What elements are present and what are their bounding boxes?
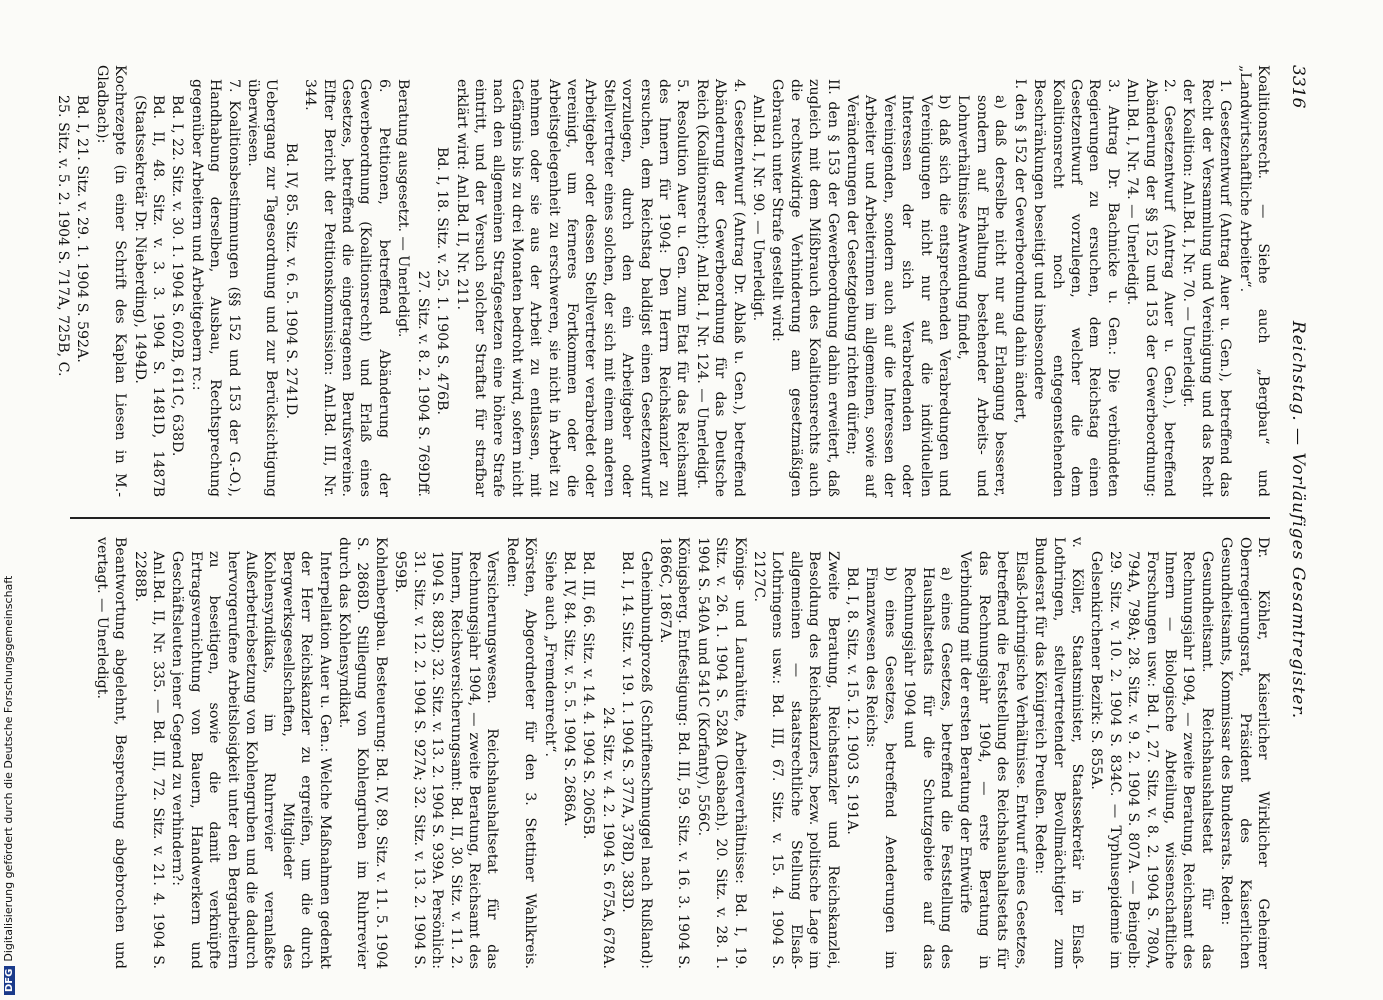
register-entry: a) daß derselbe nicht nur auf Erlangung besserer, sondern auf Erhaltung bestehender Arbeits- und Lohnverhältnisse Anwendung findet, — [955, 95, 1009, 497]
register-entry: 3. Antrag Dr. Bachnicke u. Gen.: Die verbündeten Regierungen zu ersuchen, dem Reichstag einen Gesetzentwurf vorzulegen, welcher die dem Koalitionsrecht noch entgegenstehenden Beschränkungen beseitigt und insbesondere — [1031, 79, 1121, 497]
register-entry: 7. Koalitionsbestimmungen (§§ 152 und 153 der G.-O.), Handhabung derselben, Ausbau, Rechtsprechung gegenüber Arbeitern und Arbeitgebern rc.: — [188, 79, 242, 497]
register-entry: 5. Resolution Auer u. Gen. zum Etat für das Reichsamt des Innern für 1904: Den Herrn Reichskanzler zu ersuchen, dem Reichstag baldigst einen Gesetzentwurf vorzulegen, durch den ein Arbeitgeber oder Stellvertreter eines solchen, der sich mit einem anderen Arbeitgeber oder dessen Stellvertreter verabredet oder vereinigt, um ferneres Fortkommen oder die Arbeitsgelegenheit zu erschweren, sie nicht in Arbeit zu nehmen oder sie aus der Arbeit zu entlassen, mit Gefängnis bis zu drei Monaten bedroht wird, sofern nicht nach den allgemeinen Strafgesetzen eine höhere Strafe eintritt, und der Versuch solcher Straftat für strafbar erklärt wird: Anl.Bd. II, Nr. 211. — [453, 79, 691, 497]
left-column — [53, 65, 1272, 497]
register-entry: 2. Gesetzentwurf (Antrag Auer u. Gen.), betreffend Abänderung der §§ 152 und 153 der Gewerbeordnung: Anl.Bd. I, Nr. 74. — Unerledigt. — [1124, 79, 1177, 497]
register-entry: Anl.Bd. II, Nr. 335. — Bd. III, 72. Sitz. v. 21. 4. 1904 S. 2288B. — [131, 551, 167, 969]
register-entry: Dr. Köhler, Kaiserlicher Wirklicher Geheimer Oberregierungsrat, Präsident des Kaiserlichen Gesundheitsamts, Kommissar des Bundesrats. Reden: — [1218, 537, 1271, 969]
rotated-register-page — [55, 65, 1310, 975]
register-entry: I. den § 152 der Gewerbeordnung dahin ändert, — [1011, 79, 1028, 424]
register-entry: Elsaß-lothringische Verhältnisse. Entwurf eines Gesetzes, betreffend die Feststellung des Reichshaushaltsetats für das Rechnungsjahr 1904, — erste Beratung in Verbindung mit der ersten Beratung der Entwürfe — [957, 551, 1029, 969]
page-number: 3316 — [1288, 65, 1308, 109]
register-entry: 1. Gesetzentwurf (Antrag Auer u. Gen.), betreffend das Recht der Versammlung und Vereinigung und das Recht der Koalition: Anl.Bd. I, Nr. 70. — Unerledigt. — [1180, 79, 1234, 497]
register-entry: Gesundheitsamt. Reichshaushaltsetat für das Rechnungsjahr 1904, — zweite Beratung, Reichsamt des Innern — Biologische Abteilung, wissenschaftliche Forschungen usw.: Bd. I, 27. Sitz. v. 8. 2. 1904 S. 780A, 794A, 798A; 28. Sitz. v. 9. 2. 1904 S. 807A. — Beingelb: 29. Sitz. v. 10. 2. 1904 S. 834C. — Typhusepidemie im Gelsenkirchener Bezirk: S. 855A. — [1088, 551, 1215, 969]
register-entry: Bd. I, 21. Sitz. v. 29. 1. 1904 S. 592A. — [74, 95, 91, 363]
register-entry: Körsten, Abgeordneter für den 3. Stettiner Wahlkreis. Reden: — [503, 537, 539, 969]
register-entry: Versicherungswesen. Reichshaushaltsetat für das Rechnungsjahr 1904, — zweite Beratung, Reichsamt des Innern, Reichsversicherungsamt: Bd. II, 30. Sitz. v. 11. 2. 1904 S. 883D; 32. Sitz. v. 13. 2. 1904 S. 939A. Persönlich: 31. Sitz. v. 12. 2. 1904 S. 927A; 32. Sitz. v. 13. 2. 1904 S. 959B. — [392, 551, 501, 969]
register-entry: Bd. I, 18. Sitz. v. 25. 1. 1904 S. 476B. — [434, 146, 451, 415]
column-divider — [70, 517, 1270, 519]
digitization-credit — [0, 0, 16, 1000]
register-entry: Anl.Bd. I, Nr. 90. — Unerledigt. — [750, 95, 767, 322]
credit-line — [2, 576, 15, 995]
register-entry: Bd. I, 22. Sitz. v. 30. 1. 1904 S. 602B, 611C, 638D. — [169, 95, 186, 457]
right-column — [91, 537, 1272, 969]
register-entry: Bd. II, 48. Sitz. v. 3. 3. 1904 S. 1481D, 1487B (Staatssekretär Dr. Nieberding), 1494D. — [131, 95, 167, 497]
register-entry: Beratung ausgesetzt. — Unerledigt. — [395, 79, 412, 338]
register-entry: Beantwortung abgelehnt, Besprechung abgebrochen und vertagt. — Unerledigt. — [93, 537, 129, 969]
register-entry: b) daß sich die entsprechenden Verabredungen und Vereinigungen nicht nur auf die individuellen Interessen der sich Verabredenden oder Vereinigenden, sondern auch auf die Interessen der Arbeiter und Arbeiterinnen im allgemeinen, sowie auf Veränderungen der Gesetzgebung richten dürfen; — [844, 95, 953, 497]
running-title: Reichstag. — Vorläufiges Gesamtregister. — [1288, 320, 1308, 720]
register-entry: Kochrezepte (in einer Schrift des Kaplan Liesen in M.-Gladbach): — [93, 65, 129, 497]
register-entry: a) eines Gesetzes, betreffend die Feststellung des Haushaltsetats für die Schutzgebiete auf das Rechnungsjahr 1904 und — [901, 567, 955, 969]
register-entry: II. den § 153 der Gewerbeordnung dahin erweitert, daß zugleich mit dem Mißbrauch des Koalitionsrechts auch die rechtswidrige Verhinderung am gesetzmäßigen Gebrauch unter Strafe gestellt wird: — [769, 79, 841, 497]
register-entry: Interpellation Auer u. Gen.: Welche Maßnahmen gedenkt der Herr Reichskanzler zu ergreifen, um die durch Bergwerksgesellschaften, Mitglieder des Kohlensyndikats, im Ruhrrevier veranlaßte Außerbetriebsetzung von Kohlengruben und die dadurch hervorgerufene Arbeitslosigkeit unter den Bergarbeitern zu beseitigen, sowie die damit verknüpfte Ertragsvernichtung von Bauern, Handwerkern und Geschäftsleuten jener Gegend zu verhindern?: — [169, 551, 333, 969]
register-entry: b) eines Gesetzes, betreffend Aenderungen im Finanzwesen des Reichs: — [863, 567, 898, 969]
register-entry: Königs- und Laurahütte, Arbeiterverhältnisse: Bd. I, 19. Sitz. v. 26. 1. 1904 S. 528A (Dasbach). 20. Sitz. v. 28. 1. 1904 S. 540A und 541C (Korfanty), 556C. — [694, 537, 748, 969]
register-entry: Bd. IV, 84. Sitz. v. 5. 5. 1904 S. 2686A. — [560, 551, 577, 827]
register-entry: Uebergang zur Tagesordnung und zur Berücksichtigung überwiesen. — [245, 79, 280, 497]
register-entry: 6. Petitionen, betreffend Abänderung der Gewerbeordnung (Koalitionsrecht) und Erlaß eines Gesetzes, betreffend die eingetragenen Berufsvereine. Elfter Bericht der Petitionskommission: Anl.Bd. III, Nr. 344. — [302, 79, 392, 497]
register-entry: Bd. I, 8. Sitz. v. 15. 12. 1903 S. 191A. — [844, 567, 861, 835]
register-entry: Bd. IV, 85. Sitz. v. 6. 5. 1904 S. 2741D. — [282, 142, 299, 420]
dfg-logo: DFG — [4, 966, 15, 995]
register-entry: Königsberg. Entfestigung: Bd. III, 59. Sitz. v. 16. 3. 1904 S. 1866C, 1867A. — [657, 537, 692, 969]
register-entry: Koalitionsrecht. — Siehe auch „Bergbau“ und „Landwirtschaftliche Arbeiter“. — [1236, 65, 1271, 497]
register-entry: 24. Sitz. v. 4. 2. 1904 S. 675A, 678A. — [599, 707, 616, 969]
register-entry: Kohlenbergbau. Besteuerung: Bd. IV, 89. Sitz. v. 11. 5. 1904 S. 2868D. Stillegung von Kohlengruben im Ruhrrevier durch das Kohlensyndikat. — [336, 537, 389, 969]
credit-text: Digitalisierung gefördert durch die Deutsche Forschungsgemeinschaft — [2, 575, 15, 962]
register-entry: Bd. III, 66. Sitz. v. 14. 4. 1904 S. 2065B. — [580, 551, 597, 840]
register-entry: Geheimbundprozeß (Schriftenschmuggel nach Rußland): Bd. I, 14. Sitz. v. 19. 1. 1904 S. 377A, 378D, 383D. — [619, 551, 654, 969]
register-entry: 4. Gesetzentwurf (Antrag Dr. Ablaß u. Gen.), betreffend Abänderung der Gewerbeordnung für das Deutsche Reich (Koalitionsrecht): Anl.Bd. I, Nr. 124. — Unerledigt. — [693, 79, 747, 497]
register-entry: Siehe auch „Fremdenrecht“. — [541, 551, 558, 758]
register-entry: 27. Sitz. v. 8. 2. 1904 S. 769Dff. — [414, 270, 431, 497]
register-entry: v. Köller, Staatsminister, Staatssekretär in Elsaß-Lothringen, stellvertretender Bevollmächtigter zum Bundesrat für das Königreich Preußen. Reden: — [1032, 537, 1085, 969]
page-header — [1280, 65, 1310, 975]
register-entry: 25. Sitz. v. 5. 2. 1904 S. 717A, 725B, C. — [55, 95, 71, 377]
register-entry: Zweite Beratung, Reichstanzler und Reichskanzlei, Besoldung des Reichskanzlers, bezw. politische Lage im allgemeinen — staatsrechtliche Stellung Elsaß-Lothringens usw.: Bd. III, 67. Sitz. v. 15. 4. 1904 S. 2127C. — [751, 551, 841, 969]
